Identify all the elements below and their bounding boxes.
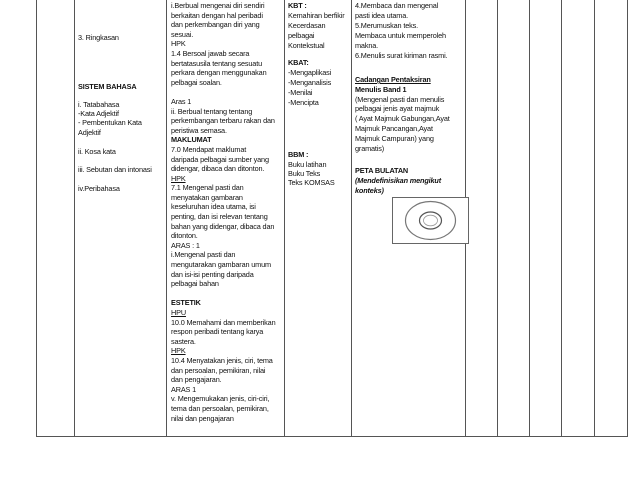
circle-map-icon bbox=[393, 198, 468, 243]
grid-line-v10 bbox=[627, 0, 628, 437]
standard-line: bertatasusila tentang sesuatu bbox=[171, 58, 262, 68]
grid-line-v9 bbox=[594, 0, 595, 437]
activity-line-4: Membaca untuk memperoleh bbox=[355, 31, 446, 40]
kosa-kata-text: ii. Kosa kata bbox=[78, 147, 116, 156]
standard-line: ARAS 1 bbox=[171, 384, 197, 394]
standard-line: tema dan persoalan, pemikiran, bbox=[171, 403, 269, 413]
sebutan-text: iii. Sebutan dan intonasi bbox=[78, 165, 152, 174]
standard-line: dan isi-isi penting daripada bbox=[171, 269, 254, 279]
buku-teks-text: Buku Teks bbox=[288, 169, 321, 178]
standard-line: 1.4 Bersoal jawab secara bbox=[171, 48, 250, 58]
menulis-line-2: pelbagai jenis ayat majmuk bbox=[355, 104, 440, 113]
menulis-line-4: Majmuk Pancangan,Ayat bbox=[355, 124, 433, 133]
peribahasa-text: iv.Peribahasa bbox=[78, 184, 120, 193]
mengaplikasi-text: -Mengaplikasi bbox=[288, 68, 332, 77]
standard-line: 7.0 Mendapat maklumat bbox=[171, 144, 247, 154]
standard-line: 10.4 Menyatakan jenis, ciri, tema bbox=[171, 355, 273, 365]
pembentukan-text-1: - Pembentukan Kata bbox=[78, 118, 142, 127]
kontekstual-text: Kontekstual bbox=[288, 41, 325, 50]
menulis-band-heading: Menulis Band 1 bbox=[355, 85, 407, 94]
standard-line: Aras 1 bbox=[171, 96, 192, 106]
bbm-heading: BBM : bbox=[288, 150, 309, 159]
standard-line: sastera. bbox=[171, 336, 196, 346]
standard-line: perkembangan terbaru rakan dan bbox=[171, 116, 275, 126]
standard-line: didengar, dibaca dan ditonton. bbox=[171, 164, 265, 174]
standard-line: respon peribadi tentang karya bbox=[171, 327, 264, 337]
standard-line: MAKLUMAT bbox=[171, 135, 212, 145]
menulis-line-6: gramatis) bbox=[355, 144, 385, 153]
standard-line: berkaitan dengan hal peribadi bbox=[171, 10, 263, 20]
kbat-heading: KBAT: bbox=[288, 58, 309, 67]
menulis-line-3: ( Ayat Majmuk Gabungan,Ayat bbox=[355, 114, 450, 123]
mencipta-text: -Mencipta bbox=[288, 98, 319, 107]
activity-line-5: makna. bbox=[355, 41, 379, 50]
pelbagai-text: pelbagai bbox=[288, 31, 315, 40]
standard-line: i.Mengenal pasti dan bbox=[171, 250, 236, 260]
standard-line: mengutarakan gambaran umum bbox=[171, 260, 271, 270]
kata-adjektif-text: -Kata Adjektif bbox=[78, 109, 119, 118]
standard-line: 7.1 Mengenal pasti dan bbox=[171, 183, 244, 193]
standard-line: bahan yang didengar, dibaca dan bbox=[171, 221, 275, 231]
menulis-line-1: (Mengenal pasti dan menulis bbox=[355, 95, 445, 104]
learning-standard-column bbox=[171, 1, 276, 423]
standard-line bbox=[171, 289, 276, 299]
peta-bulatan-heading: PETA BULATAN bbox=[355, 166, 409, 175]
standard-line: dan perkembangan diri yang bbox=[171, 20, 260, 30]
sistem-bahasa-heading: SISTEM BAHASA bbox=[78, 82, 137, 91]
grid-line-v1 bbox=[74, 0, 75, 437]
activity-line-3: 5.Merumuskan teks. bbox=[355, 21, 418, 30]
standard-line: v. Mengemukakan jenis, ciri-ciri, bbox=[171, 394, 270, 404]
pembentukan-text-2: Adjektif bbox=[78, 128, 101, 137]
standard-line: HPU bbox=[171, 308, 186, 317]
activity-line-1: 4.Membaca dan mengenal bbox=[355, 1, 439, 10]
standard-line: 10.0 Memahami dan memberikan bbox=[171, 317, 276, 327]
standard-line: HPK bbox=[171, 173, 186, 183]
standard-line: pelbagai soalan. bbox=[171, 77, 222, 87]
activity-line-2: pasti idea utama. bbox=[355, 11, 409, 20]
kemahiran-text: Kemahiran berfikir bbox=[288, 11, 345, 20]
standard-line: pelbagai bahan bbox=[171, 279, 219, 289]
standard-line: ii. Berbual tentang tentang bbox=[171, 106, 253, 116]
standard-line: dan pengajaran. bbox=[171, 375, 222, 385]
standard-line: perkara dengan menggunakan bbox=[171, 68, 267, 78]
standard-line: daripada pelbagai sumber yang bbox=[171, 154, 269, 164]
standard-line: ESTETIK bbox=[171, 298, 201, 308]
menganalisis-text: -Menganalisis bbox=[288, 78, 332, 87]
standard-line: dan persoalan, pemikiran, nilai bbox=[171, 365, 266, 375]
activity-line-6: 6.Menulis surat kiriman rasmi. bbox=[355, 51, 448, 60]
grid-line-v7 bbox=[529, 0, 530, 437]
standard-line: i.Berbual mengenai diri sendiri bbox=[171, 1, 265, 10]
grid-line-v2 bbox=[166, 0, 167, 437]
grid-line-v0 bbox=[36, 0, 37, 437]
standard-line: HPK bbox=[171, 346, 186, 356]
buku-latihan-text: Buku latihan bbox=[288, 160, 327, 169]
grid-line-bottom bbox=[36, 436, 628, 437]
standard-line: ARAS : 1 bbox=[171, 240, 200, 250]
konteks-text: konteks) bbox=[355, 186, 384, 195]
grid-line-v6 bbox=[497, 0, 498, 437]
teks-komsas-text: Teks KOMSAS bbox=[288, 178, 335, 187]
cadangan-heading: Cadangan Pentaksiran bbox=[355, 75, 431, 84]
standard-line: keseluruhan idea utama, isi bbox=[171, 202, 256, 212]
grid-line-v3 bbox=[284, 0, 285, 437]
circle-map-image bbox=[392, 197, 469, 244]
menilai-text: -Menilai bbox=[288, 88, 313, 97]
standard-line: menyatakan gambaran bbox=[171, 192, 243, 202]
mendefinisi-text: (Mendefinisikan mengikut bbox=[355, 176, 442, 185]
kbt-heading: KBT : bbox=[288, 1, 307, 10]
grid-line-v4 bbox=[351, 0, 352, 437]
standard-line: penting, dan isi relevan tentang bbox=[171, 212, 268, 222]
standard-line bbox=[171, 87, 276, 97]
tatabahasa-text: i. Tatabahasa bbox=[78, 100, 120, 109]
standard-line: sesuai. bbox=[171, 29, 194, 39]
kecerdasan-text: Kecerdasan bbox=[288, 21, 326, 30]
standard-line: peristiwa semasa. bbox=[171, 125, 227, 135]
standard-line: ditonton. bbox=[171, 231, 198, 241]
standard-line: nilai dan pengajaran bbox=[171, 413, 234, 423]
standard-line: HPK bbox=[171, 39, 186, 49]
grid-line-v8 bbox=[561, 0, 562, 437]
ringkasan-text: 3. Ringkasan bbox=[78, 33, 119, 42]
menulis-line-5: Majmuk Campuran) yang bbox=[355, 134, 434, 143]
